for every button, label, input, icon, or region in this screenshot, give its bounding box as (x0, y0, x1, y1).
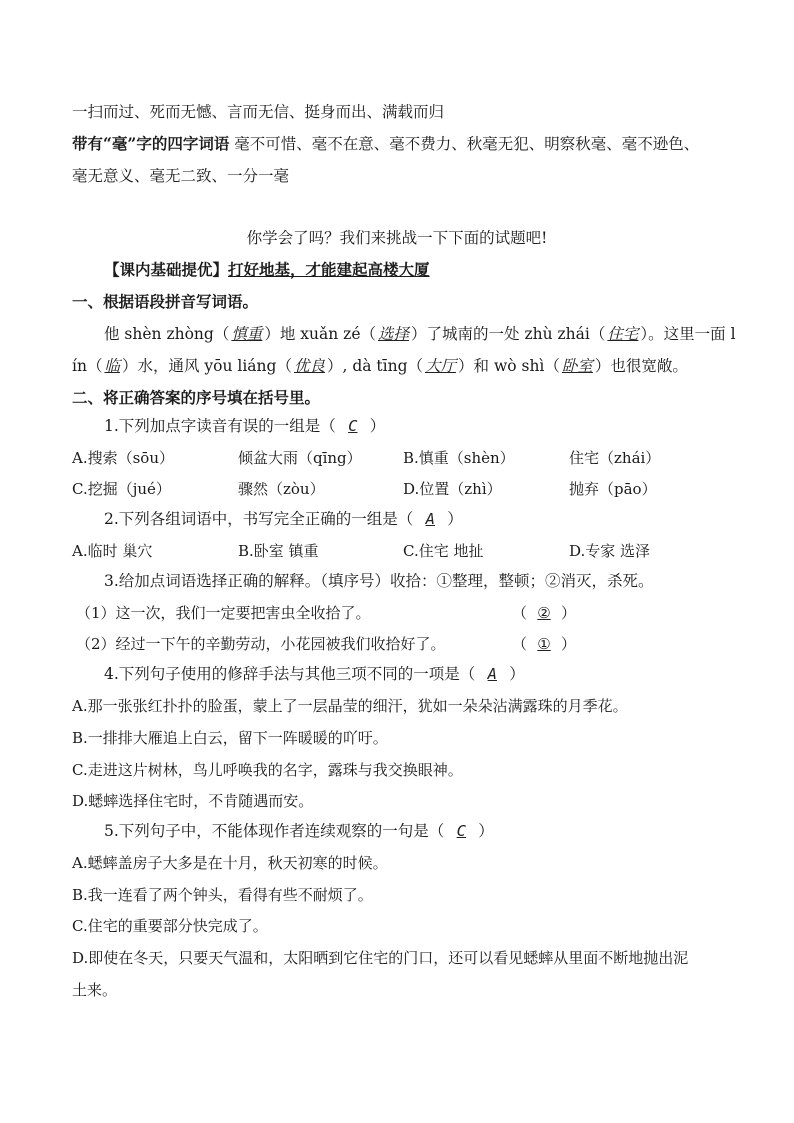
section-title-prefix: 【课内基础提优】 (104, 260, 229, 279)
answer-mark: A (425, 510, 435, 528)
option: A.那一张张红扑扑的脸蛋，蒙上了一层晶莹的细汗，犹如一朵朵沾满露珠的月季花。 (72, 697, 628, 715)
option: D.专家 选泽 (569, 542, 651, 560)
handwritten-answer: 慎重 (231, 325, 263, 343)
q2-item-4-stem (104, 664, 525, 684)
q1-text: ）地 xuǎn zé（ (264, 325, 377, 343)
option: B.慎重（shèn） (403, 449, 515, 467)
handwritten-answer: 临 (104, 357, 120, 375)
q2-item-2-stem (104, 509, 463, 529)
option: C.挖掘（jué） (72, 480, 171, 498)
answer-mark: C (348, 417, 358, 435)
option: A.搜索（sōu） (72, 449, 174, 467)
answer-mark: C (456, 822, 466, 840)
bracket-open: （ (512, 635, 528, 653)
option: D.即使在冬天，只要天气温和，太阳晒到它住宅的门口，还可以看见蟋蟀从里面不断地抛出泥 (72, 949, 689, 967)
q1-text: 他 shèn zhòng（ (104, 325, 230, 343)
q1-text: ）水，通风 yōu liáng（ (121, 357, 292, 375)
stem-text: 2.下列各组词语中，书写完全正确的一组是（ (104, 510, 414, 528)
idiom-line-1: 一扫而过、死而无憾、言而无信、挺身而出、满载而归 (72, 103, 445, 121)
stem-text: 5.下列句子中，不能体现作者连续观察的一句是（ (104, 822, 445, 840)
bracket-close: ） (447, 510, 463, 528)
intro-text: 你学会了吗？我们来挑战一下下面的试题吧! (246, 229, 548, 247)
hao-idioms-line-2: 毫无意义、毫无二致、一分一毫 (72, 167, 290, 185)
handwritten-answer: 卧室 (561, 357, 593, 375)
hao-label: 带有“毫”字的四字词语 (72, 134, 230, 153)
option: C.走进这片树林，鸟儿呼唤我的名字，露珠与我交换眼神。 (72, 761, 463, 779)
option: D.位置（zhì） (403, 480, 502, 498)
q1-text: ）。这里一面 l (640, 325, 736, 343)
option: B.一排排大雁追上白云，留下一阵暖暖的吖吁。 (72, 729, 388, 747)
section-title (104, 260, 430, 280)
q1-text: ）和 wò shì（ (458, 357, 560, 375)
option: B.我一连看了两个钟头，看得有些不耐烦了。 (72, 886, 373, 904)
handwritten-answer: 大厅 (425, 357, 457, 375)
option: B.卧室 镇重 (238, 542, 319, 560)
option: 住宅（zhái） (569, 449, 661, 467)
q2-item-5-stem (104, 821, 494, 841)
sub-question-2-answer (512, 634, 576, 654)
hao-list: 毫不可惜、毫不在意、毫不费力、秋毫无犯、明察秋毫、毫不逊色、 (234, 135, 700, 153)
option-continuation: 土来。 (72, 981, 118, 999)
bracket-close: ） (369, 417, 386, 435)
option: 抛弃（pāo） (569, 480, 657, 498)
q1-text: ）也很宽敞。 (594, 357, 688, 375)
option: D.蟋蟀选择住宅时，不肯随遇而安。 (72, 792, 314, 810)
q2-item-3-stem: 3.给加点词语选择正确的解释。（填序号）收拾：①整理，整顿；②消灭，杀死。 (104, 572, 654, 590)
q2-title: 二、将正确答案的序号填在括号里。 (72, 388, 321, 407)
option: 倾盆大雨（qīng） (238, 449, 362, 467)
section-title-slogan: 打好地基，才能建起高楼大厦 (228, 260, 430, 279)
q1-text: ）了城南的一处 zhù zhái（ (411, 325, 606, 343)
handwritten-answer: 选择 (378, 325, 410, 343)
sub-question-1: （1）这一次，我们一定要把害虫全收拾了。 (76, 604, 371, 622)
stem-text: 4.下列句子使用的修辞手法与其他三项不同的一项是（ (104, 665, 476, 683)
sub-question-2: （2）经过一下午的辛勤劳动，小花园被我们收拾好了。 (76, 635, 446, 653)
q1-paragraph-line-1 (104, 324, 736, 344)
bracket-close: ） (478, 822, 494, 840)
q1-text: ）, dà tīng（ (326, 357, 424, 375)
bracket-close: ） (509, 665, 525, 683)
option: A.临时 巢穴 (72, 542, 153, 560)
option: C.住宅的重要部分快完成了。 (72, 917, 268, 935)
handwritten-answer: 优良 (293, 357, 325, 375)
option: 骤然（zòu） (238, 480, 325, 498)
sub-question-1-answer (512, 603, 576, 623)
q1-text: ín（ (72, 357, 103, 375)
answer-mark: A (487, 665, 497, 683)
hao-idioms-line (72, 134, 699, 154)
bracket-close: ） (561, 604, 577, 622)
q2-item-1-stem (104, 416, 385, 436)
bracket-open: （ (512, 604, 528, 622)
answer-mark: ② (537, 604, 551, 622)
answer-mark: ① (537, 635, 551, 653)
stem-text: 1.下列加点字读音有误的一组是（ (104, 417, 336, 435)
handwritten-answer: 住宅 (607, 325, 639, 343)
q1-title: 一、根据语段拼音写词语。 (72, 292, 259, 311)
bracket-close: ） (561, 635, 577, 653)
q1-paragraph-line-2 (72, 356, 688, 376)
option: C.住宅 地扯 (403, 542, 484, 560)
option: A.蟋蟀盖房子大多是在十月，秋天初寒的时候。 (72, 854, 388, 872)
